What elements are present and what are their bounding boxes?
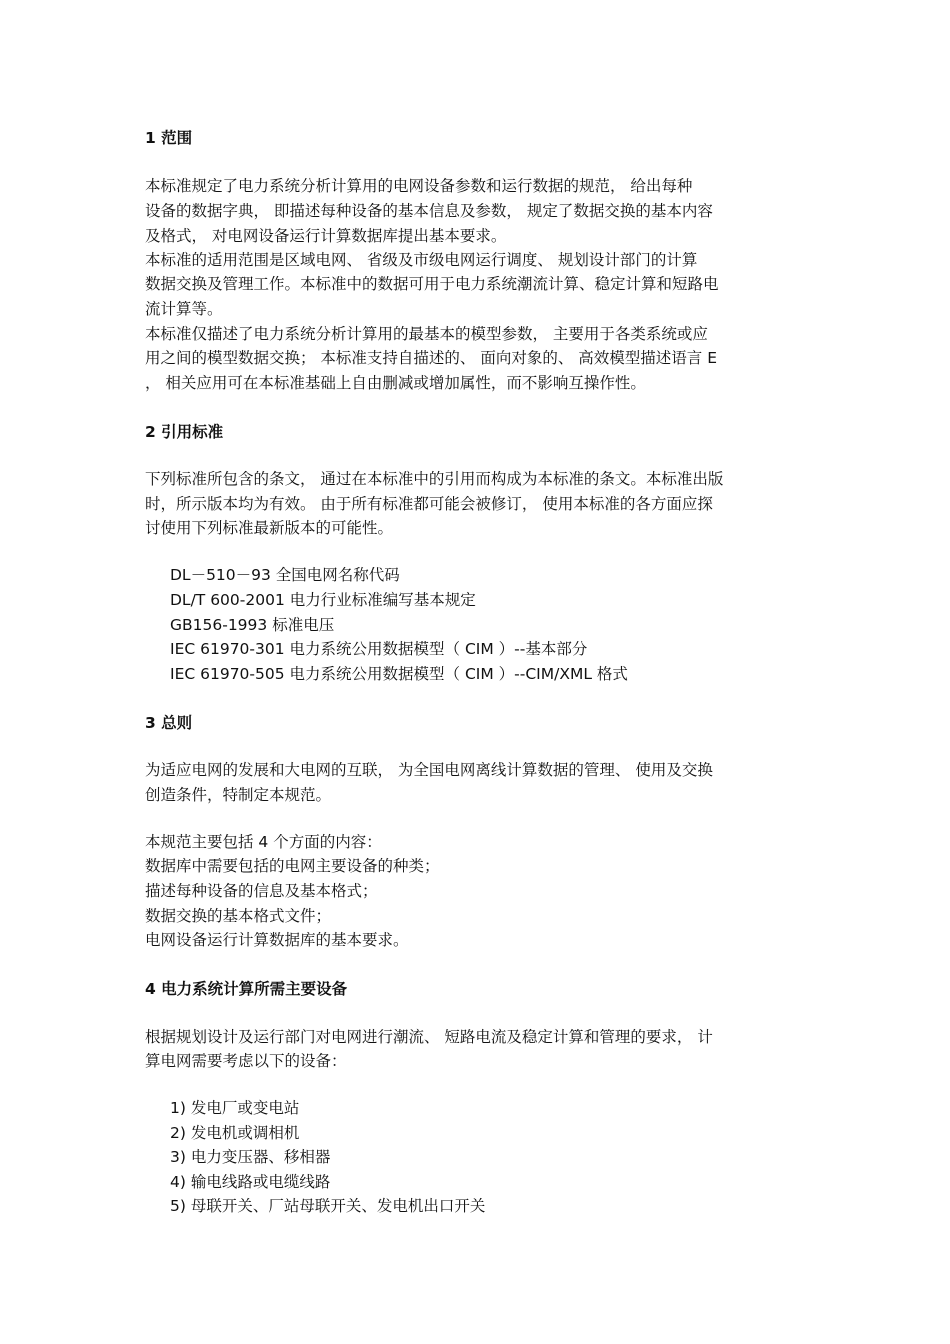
- section-2-line: 时，所示版本均为有效。 由于所有标准都可能会被修订， 使用本标准的各方面应探: [145, 495, 713, 513]
- reference-item: DL－510－93 全国电网名称代码: [170, 566, 400, 584]
- equipment-item: 2) 发电机或调相机: [170, 1124, 300, 1142]
- reference-item: GB156-1993 标准电压: [170, 616, 335, 634]
- section-1-line: ， 相关应用可在本标准基础上自由删减或增加属性，而不影响互操作性。: [145, 374, 646, 392]
- equipment-item: 5) 母联开关、厂站母联开关、发电机出口开关: [170, 1197, 486, 1215]
- section-2-line: 讨使用下列标准最新版本的可能性。: [145, 519, 394, 537]
- content-item: 描述每种设备的信息及基本格式；: [145, 882, 378, 900]
- section-2-heading: 2 引用标准: [145, 423, 224, 441]
- section-2-line: 下列标准所包含的条文， 通过在本标准中的引用而构成为本标准的条文。本标准出版: [145, 470, 724, 488]
- content-item: 电网设备运行计算数据库的基本要求。: [145, 931, 409, 949]
- reference-item: IEC 61970-301 电力系统公用数据模型（ CIM ）--基本部分: [170, 640, 588, 658]
- section-1-line: 设备的数据字典， 即描述每种设备的基本信息及参数， 规定了数据交换的基本内容: [145, 202, 713, 220]
- section-4-heading: 4 电力系统计算所需主要设备: [145, 980, 348, 998]
- content-item: 本规范主要包括 4 个方面的内容：: [145, 833, 382, 851]
- section-3-line: 为适应电网的发展和大电网的互联， 为全国电网离线计算数据的管理、 使用及交换: [145, 761, 713, 779]
- equipment-item: 3) 电力变压器、移相器: [170, 1148, 331, 1166]
- reference-item: IEC 61970-505 电力系统公用数据模型（ CIM ）--CIM/XML 格式: [170, 665, 628, 683]
- section-1-line: 本标准仅描述了电力系统分析计算用的最基本的模型参数， 主要用于各类系统或应: [145, 325, 708, 343]
- reference-item: DL/T 600-2001 电力行业标准编写基本规定: [170, 591, 476, 609]
- content-item: 数据库中需要包括的电网主要设备的种类；: [145, 857, 440, 875]
- section-1-line: 流计算等。: [145, 300, 223, 318]
- section-1-line: 本标准规定了电力系统分析计算用的电网设备参数和运行数据的规范， 给出每种: [145, 177, 693, 195]
- section-3-line: 创造条件，特制定本规范。: [145, 786, 332, 804]
- section-4-line: 算电网需要考虑以下的设备：: [145, 1052, 347, 1070]
- content-item: 数据交换的基本格式文件；: [145, 907, 332, 925]
- equipment-item: 4) 输电线路或电缆线路: [170, 1173, 331, 1191]
- section-1-line: 数据交换及管理工作。本标准中的数据可用于电力系统潮流计算、稳定计算和短路电: [145, 275, 719, 293]
- section-3-heading: 3 总则: [145, 714, 193, 732]
- section-1-line: 用之间的模型数据交换； 本标准支持自描述的、 面向对象的、 高效模型描述语言 E: [145, 349, 718, 367]
- section-4-line: 根据规划设计及运行部门对电网进行潮流、 短路电流及稳定计算和管理的要求， 计: [145, 1028, 713, 1046]
- equipment-item: 1) 发电厂或变电站: [170, 1099, 300, 1117]
- section-1-line: 本标准的适用范围是区域电网、 省级及市级电网运行调度、 规划设计部门的计算: [145, 251, 698, 269]
- section-1-line: 及格式， 对电网设备运行计算数据库提出基本要求。: [145, 227, 507, 245]
- section-1-heading: 1 范围: [145, 129, 193, 147]
